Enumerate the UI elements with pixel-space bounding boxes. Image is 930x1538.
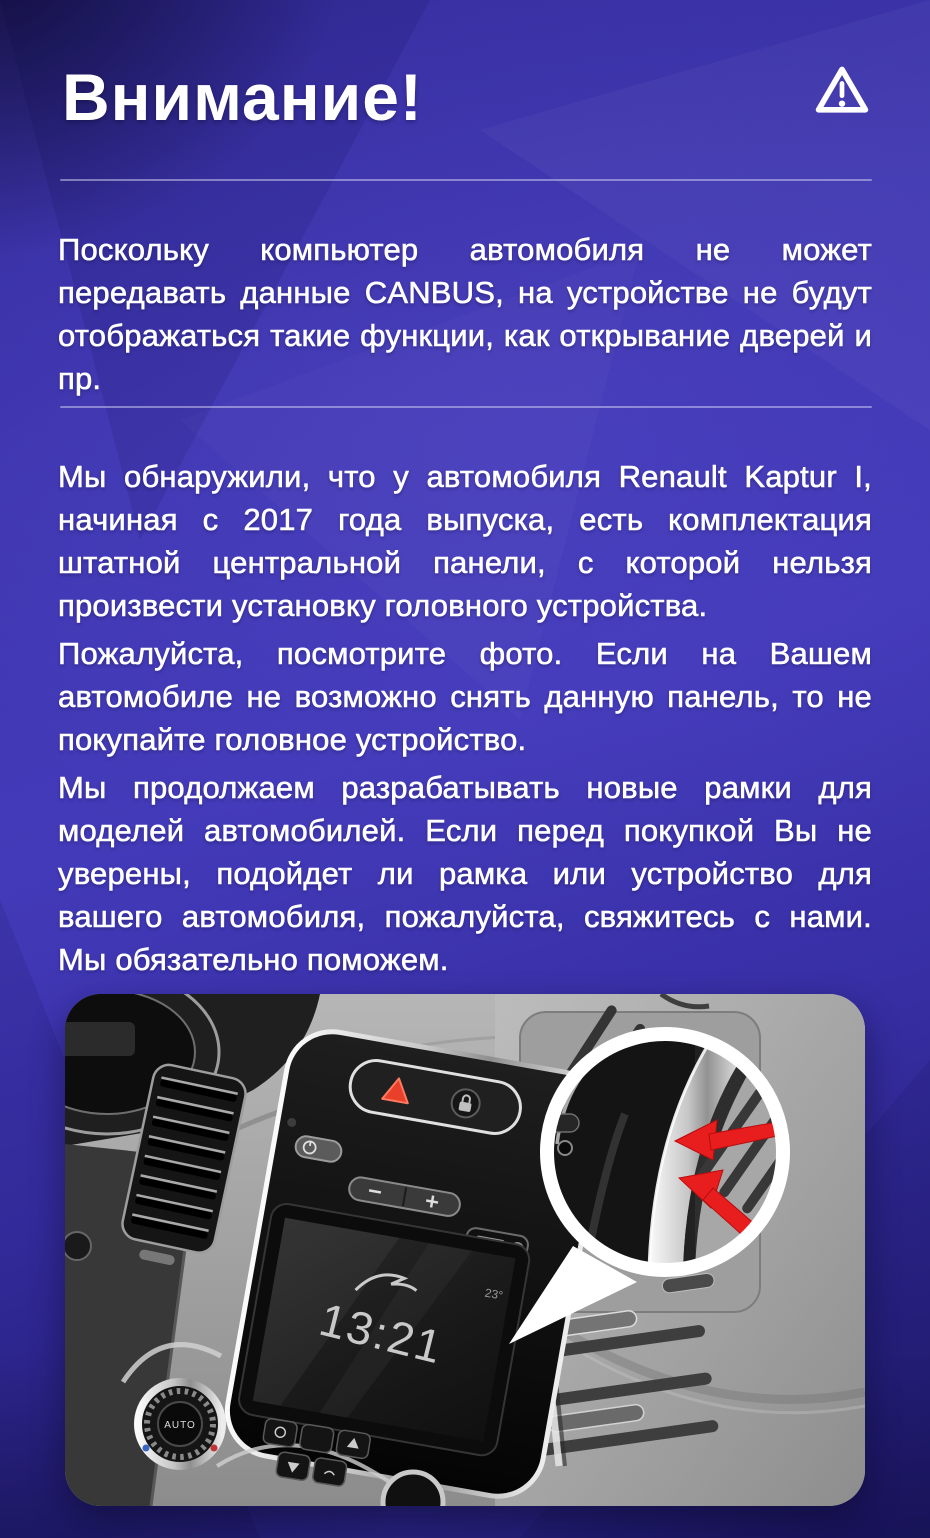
warning-triangle-icon <box>812 62 872 120</box>
screen-temp: 23° <box>483 1285 505 1303</box>
dashboard-photo <box>65 994 865 1506</box>
page-title: Внимание! <box>62 60 423 134</box>
divider <box>60 406 872 408</box>
paragraph-check-photo: Пожалуйста, посмотрите фото. Если на Вашем автомобиле не возможно снять данную панель, то не покупайте головное устройство. <box>58 636 872 757</box>
paragraph-contact-us: Мы продолжаем разрабатывать новые рамки для моделей автомобилей. Если перед покупкой Вы не уверены, подойдет ли рамка или устройство для вашего автомобиля, пожалуйста, свяжитесь с нами. Мы обязательно поможем. <box>58 770 872 977</box>
divider <box>60 179 872 181</box>
main-note <box>58 455 872 981</box>
auto-label: AUTO <box>164 1420 196 1431</box>
screen-clock: 13:21 <box>314 1292 449 1374</box>
paragraph-kaptur: Мы обнаружили, что у автомобиля Renault Kaptur I, начиная с 2017 года выпуска, есть комплектация штатной центральной панели, с которой нельзя произвести установку головного устройства. <box>58 459 872 623</box>
canbus-note: Поскольку компьютер автомобиля не может передавать данные CANBUS, на устройстве не будут отображаться такие функции, как открывание дверей и пр. <box>58 232 872 396</box>
